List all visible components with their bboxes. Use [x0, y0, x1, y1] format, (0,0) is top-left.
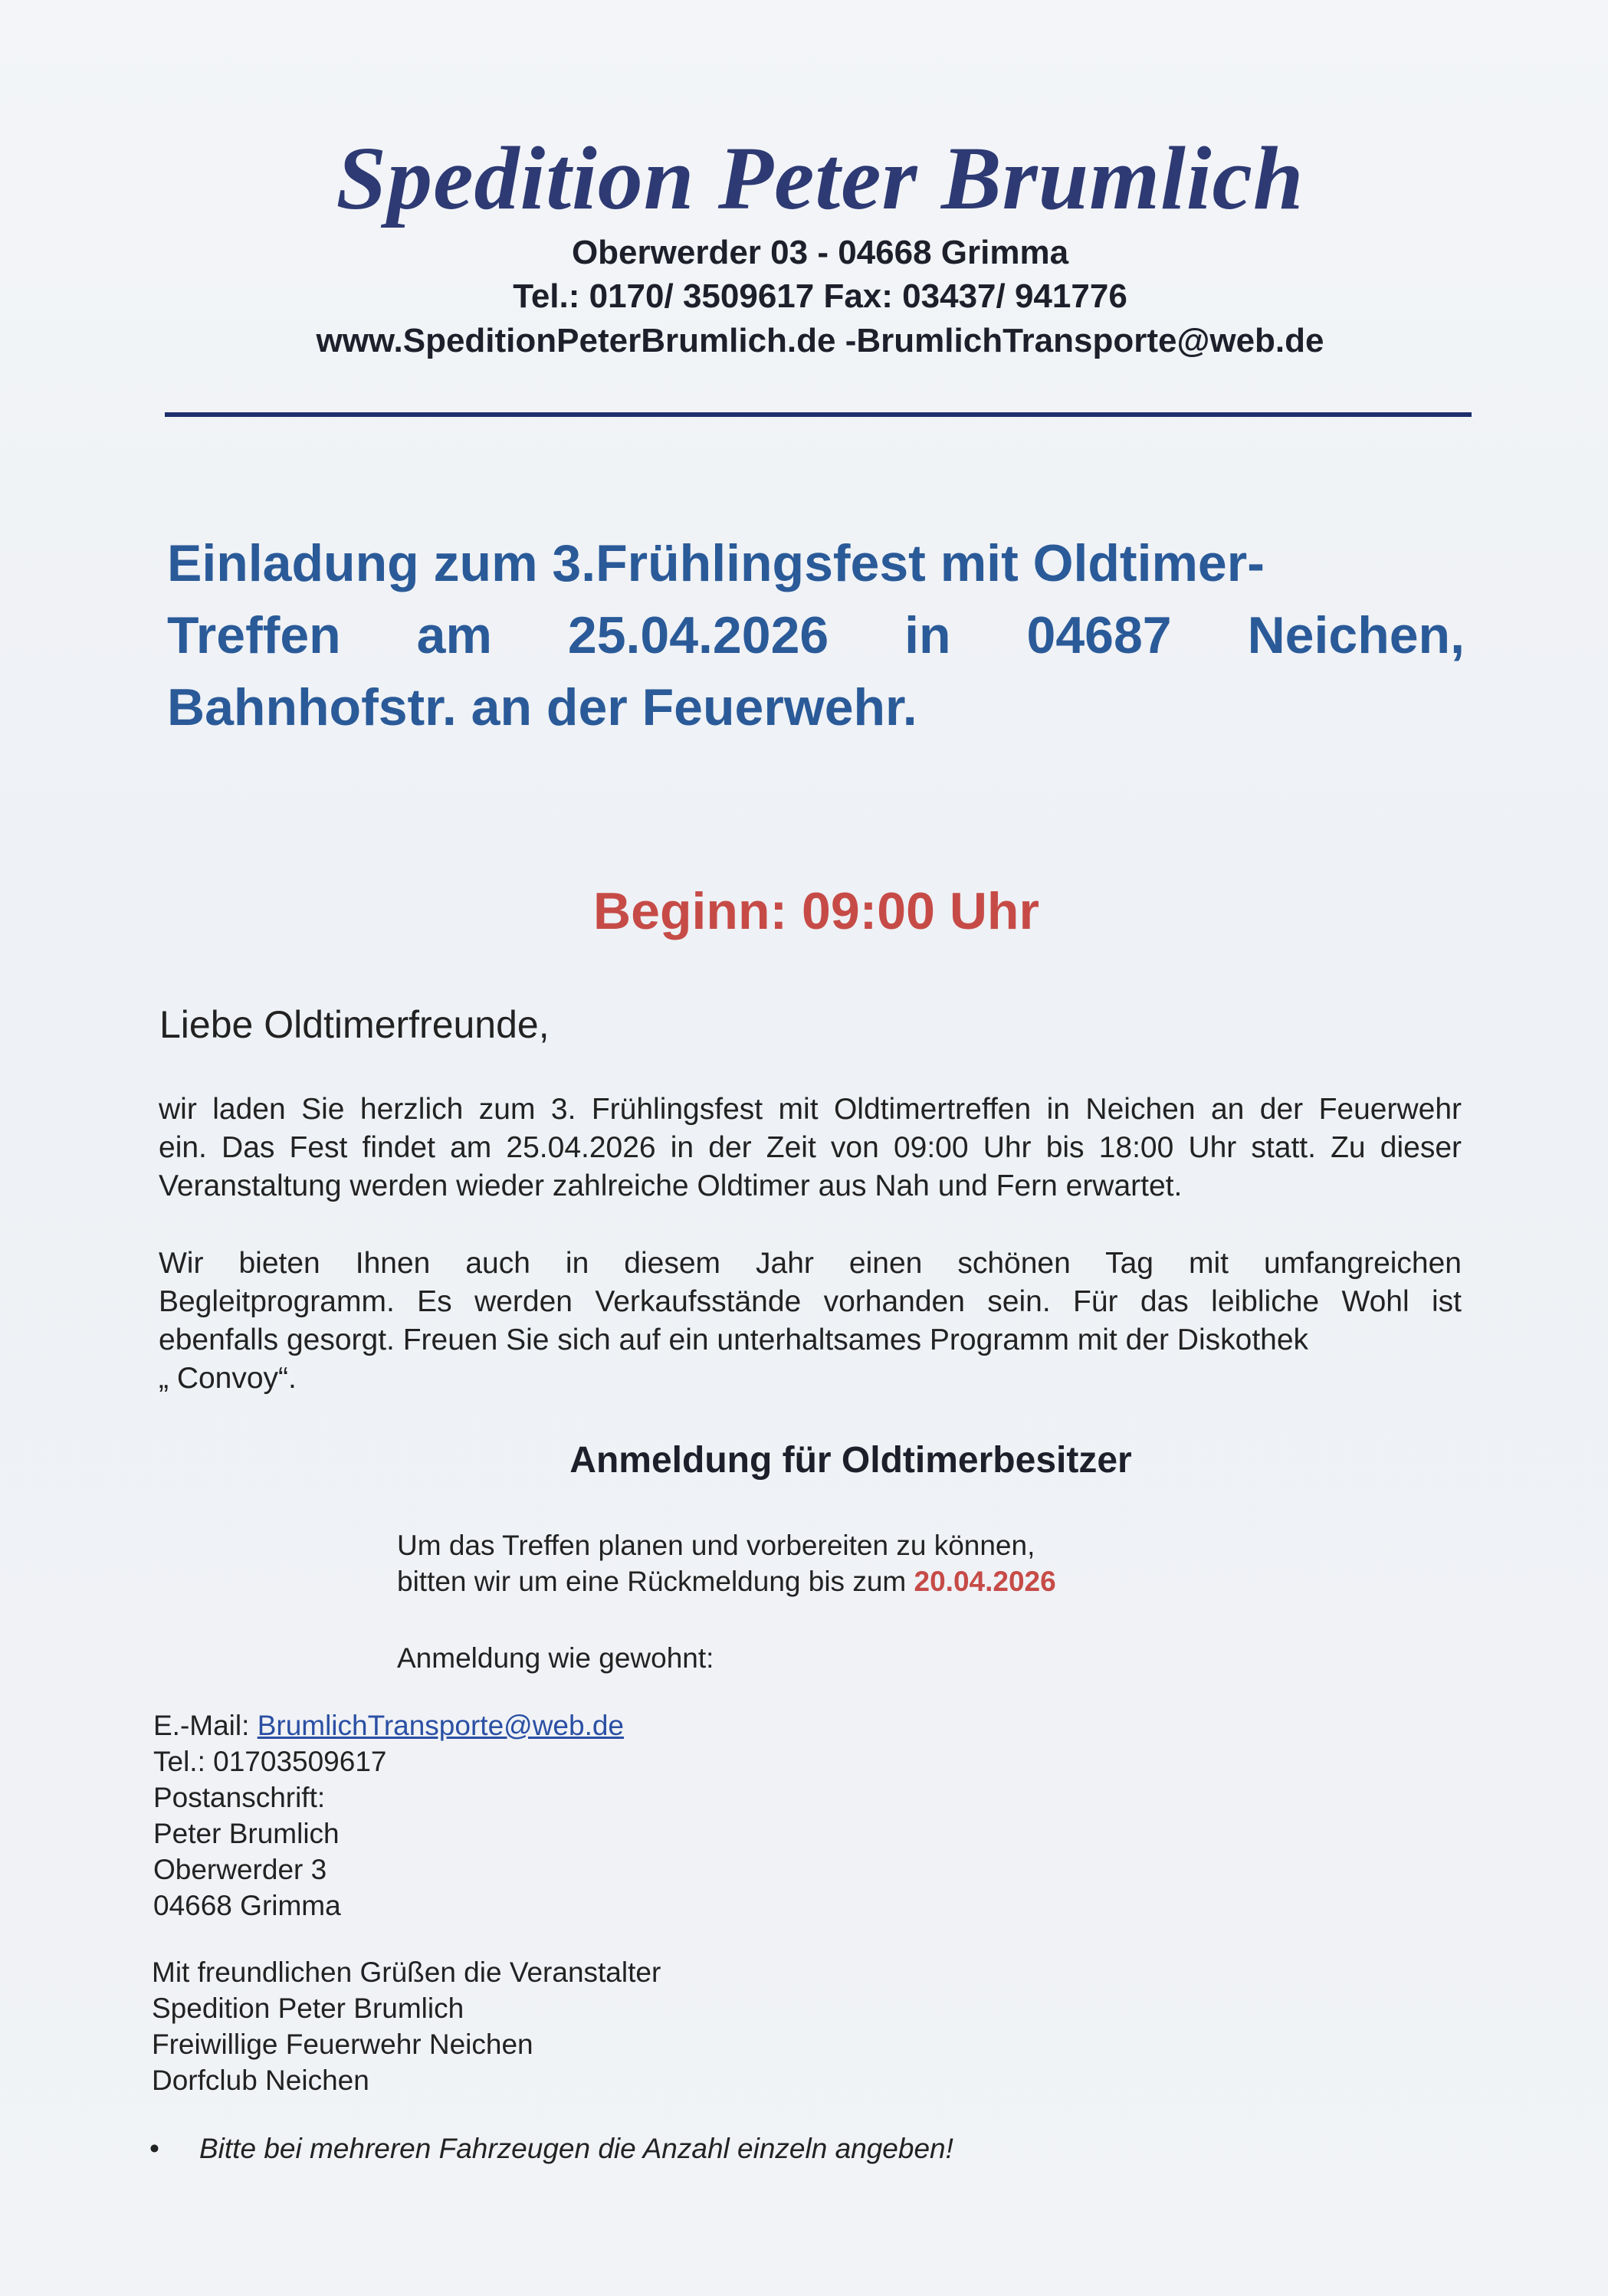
registration-heading: Anmeldung für Oldtimerbesitzer: [569, 1440, 1132, 1481]
letterhead-divider: [165, 412, 1472, 417]
email-link[interactable]: BrumlichTransporte@web.de: [257, 1710, 625, 1741]
paragraph-line: ein. Das Fest findet am 25.04.2026 in der Zeit von 09:00 Uhr bis 18:00 Uhr statt. Zu dieser: [159, 1131, 1462, 1164]
vehicle-note: [149, 2133, 953, 2165]
salutation: Liebe Oldtimerfreunde,: [159, 1003, 550, 1046]
company-name: Spedition Peter Brumlich: [336, 128, 1304, 228]
headline-word: Neichen,: [1247, 606, 1465, 664]
organizer: Freiwillige Feuerwehr Neichen: [152, 2029, 533, 2060]
headline-line-1: Einladung zum 3.Frühlingsfest mit Oldtimer-: [167, 534, 1265, 592]
registration-method: Anmeldung wie gewohnt:: [397, 1642, 714, 1674]
postal-city: 04668 Grimma: [153, 1890, 341, 1921]
paragraph-line: Begleitprogramm. Es werden Verkaufsstände vorhanden sein. Für das leibliche Wohl ist: [159, 1285, 1462, 1318]
headline-line-3: Bahnhofstr. an der Feuerwehr.: [167, 678, 917, 736]
phone: Tel.: 01703509617: [153, 1746, 387, 1777]
headline-line-2: [167, 599, 1465, 671]
registration-line-prefix: bitten wir um eine Rückmeldung bis zum: [397, 1566, 914, 1597]
company-address: Oberwerder 03 - 04668 Grimma: [571, 234, 1069, 271]
organizer: Dorfclub Neichen: [152, 2065, 369, 2096]
headline-word: am: [416, 606, 492, 664]
paragraph-line: Wir bieten Ihnen auch in diesem Jahr einen schönen Tag mit umfangreichen: [159, 1247, 1462, 1280]
postal-name: Peter Brumlich: [153, 1818, 340, 1849]
headline-word: 04687: [1026, 606, 1172, 664]
email-label: E.-Mail:: [153, 1710, 258, 1741]
invitation-headline: [167, 527, 1465, 743]
closing-greeting: Mit freundlichen Grüßen die Veranstalter: [152, 1957, 661, 1988]
registration-line: Um das Treffen planen und vorbereiten zu können,: [397, 1530, 1035, 1561]
paragraph-program: [159, 1245, 1462, 1398]
start-time: Beginn: 09:00 Uhr: [593, 882, 1039, 940]
contact-block: [153, 1707, 624, 1924]
registration-request: [397, 1527, 1056, 1599]
organizer: Spedition Peter Brumlich: [152, 1993, 464, 2024]
email-row: [153, 1707, 624, 1743]
bullet-icon: •: [149, 2133, 159, 2164]
paragraph-line: „ Convoy“.: [159, 1362, 297, 1395]
paragraph-line: ebenfalls gesorgt. Freuen Sie sich auf ein unterhaltsames Programm mit der Diskothek: [159, 1323, 1309, 1356]
registration-line: [397, 1563, 1056, 1599]
paragraph-line: wir laden Sie herzlich zum 3. Frühlingsfest mit Oldtimertreffen in Neichen an der Feuerwehr: [159, 1093, 1462, 1126]
registration-deadline: 20.04.2026: [914, 1566, 1056, 1597]
postal-label: Postanschrift:: [153, 1782, 326, 1813]
headline-word: in: [904, 606, 951, 664]
paragraph-intro: [159, 1091, 1462, 1205]
headline-word: 25.04.2026: [567, 606, 829, 664]
closing-block: [152, 1954, 661, 2098]
headline-word: Treffen: [167, 606, 341, 664]
company-phone-fax: Tel.: 0170/ 3509617 Fax: 03437/ 941776: [513, 277, 1127, 315]
company-web-email: www.SpeditionPeterBrumlich.de -BrumlichTransporte@web.de: [316, 322, 1324, 359]
postal-street: Oberwerder 3: [153, 1854, 327, 1885]
paragraph-line: Veranstaltung werden wieder zahlreiche Oldtimer aus Nah und Fern erwartet.: [159, 1169, 1183, 1202]
note-text: Bitte bei mehreren Fahrzeugen die Anzahl einzeln angeben!: [199, 2133, 953, 2164]
